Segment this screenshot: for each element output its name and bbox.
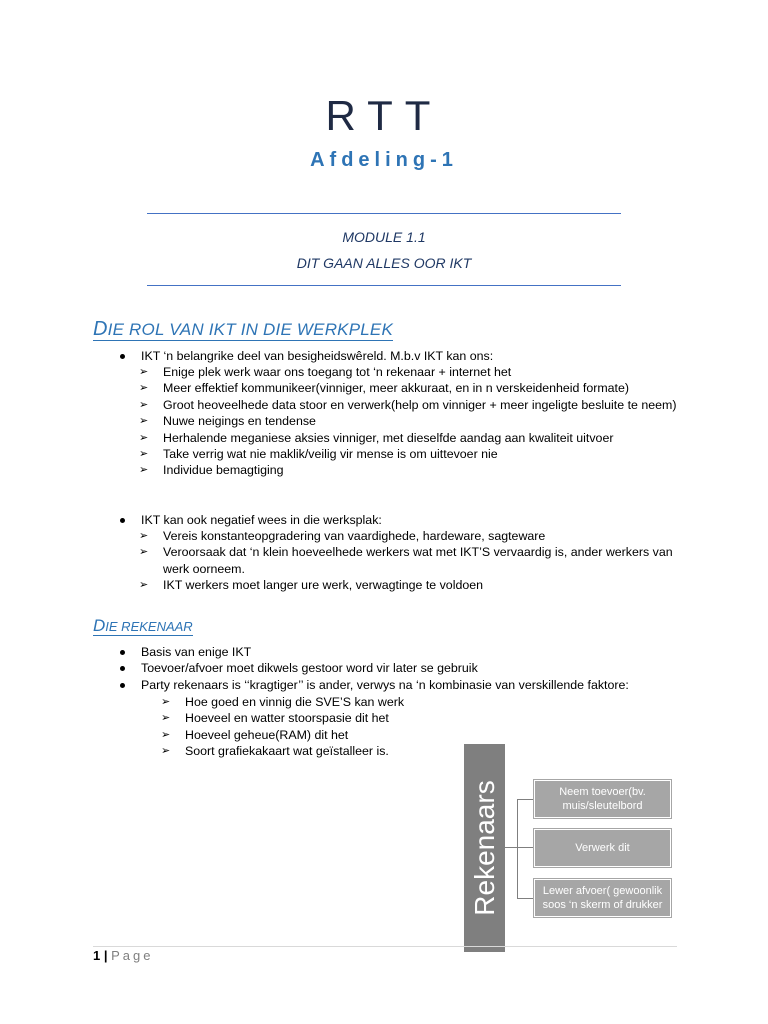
list-item: Party rekenaars is ‘‘kragtiger’’ is ander, verwys na ‘n kombinasie van verskillende faktore: xyxy=(117,677,677,693)
diagram-connector xyxy=(517,898,534,899)
diagram-box-input: Neem toevoer(bv. muis/sleutelbord xyxy=(534,780,671,818)
list-item: ➢ Hoe goed en vinnig die SVE’S kan werk xyxy=(161,694,461,710)
section1-sublist-positive xyxy=(139,364,679,479)
document-subtitle: Afdeling-1 xyxy=(310,149,458,171)
module-title: DIT GAAN ALLES OOR IKT xyxy=(296,255,472,271)
heading-cap: D xyxy=(93,616,106,635)
section1-sublist-negative xyxy=(139,528,679,594)
section2-list xyxy=(117,644,677,693)
diagram-box-output: Lewer afvoer( gewoonlik soos ‘n skerm of drukker xyxy=(534,879,671,917)
list-item: ➢ Nuwe neigings en tendense xyxy=(139,413,679,429)
list-item: ➢ Groot heoveelhede data stoor en verwerk(help om vinniger + meer ingeligte besluite te neem) xyxy=(139,397,679,413)
list-item: ➢ Take verrig wat nie maklik/veilig vir mense is om uittevoer nie xyxy=(139,446,679,462)
page-label: Page xyxy=(111,948,154,963)
bottom-divider xyxy=(147,285,621,286)
list-item: ➢ Meer effektief kommunikeer(vinniger, meer akkuraat, en in n verskeidenheid formate) xyxy=(139,380,679,396)
section2-sublist xyxy=(161,694,461,760)
diagram-connector xyxy=(505,847,517,848)
list-item: Toevoer/afvoer moet dikwels gestoor word vir later se gebruik xyxy=(117,660,677,676)
diagram-connector xyxy=(517,799,518,899)
heading-rest: IE ROL VAN IKT IN DIE WERKPLEK xyxy=(107,320,393,339)
diagram-connector xyxy=(517,799,534,800)
list-item: ➢ Hoeveel en watter stoorspasie dit het xyxy=(161,710,461,726)
footer-separator: | xyxy=(103,948,108,963)
footer-divider xyxy=(93,946,677,947)
list-item: ➢ Vereis konstanteopgradering van vaardighede, hardeware, sagteware xyxy=(139,528,679,544)
list-item: Basis van enige IKT xyxy=(117,644,677,660)
section-heading-ikt-workplace xyxy=(93,318,393,341)
heading-underline xyxy=(93,635,193,636)
list-item: ➢ Veroorsaak dat ‘n klein hoeveelhede werkers wat met IKT’S vervaardig is, ander werkers van werk oorneem. xyxy=(139,544,679,577)
diagram-root-label: Rekenaars xyxy=(468,780,500,916)
diagram-root-rekenaars xyxy=(464,744,505,952)
heading-underline xyxy=(93,340,393,341)
heading-rest: IE REKENAAR xyxy=(105,619,193,634)
heading-cap: D xyxy=(93,318,108,340)
list-item: ➢ Individue bemagtiging xyxy=(139,462,679,478)
top-divider xyxy=(147,213,621,214)
document-title: RTT xyxy=(325,92,443,139)
list-item: ➢ IKT werkers moet langer ure werk, verwagtinge te voldoen xyxy=(139,577,679,593)
module-number: MODULE 1.1 xyxy=(342,229,426,245)
list-item: ➢ Hoeveel geheue(RAM) dit het xyxy=(161,727,461,743)
diagram-connector xyxy=(517,847,534,848)
section-heading-computer xyxy=(93,616,193,636)
list-item: ➢ Soort grafiekakaart wat geïstalleer is. xyxy=(161,743,461,759)
list-item: ➢ Enige plek werk waar ons toegang tot ‘n rekenaar + internet het xyxy=(139,364,679,380)
list-item: IKT ‘n belangrike deel van besigheidswêreld. M.b.v IKT kan ons: xyxy=(117,348,677,364)
page-footer xyxy=(93,948,154,963)
list-item: ➢ Herhalende meganiese aksies vinniger, met dieselfde aandag aan kwaliteit uitvoer xyxy=(139,430,679,446)
diagram-box-process: Verwerk dit xyxy=(534,829,671,867)
list-item: IKT kan ook negatief wees in die werksplak: xyxy=(117,512,677,528)
section1-list-positive xyxy=(117,348,677,364)
page-number: 1 xyxy=(93,948,101,963)
section1-list-negative xyxy=(117,512,677,528)
